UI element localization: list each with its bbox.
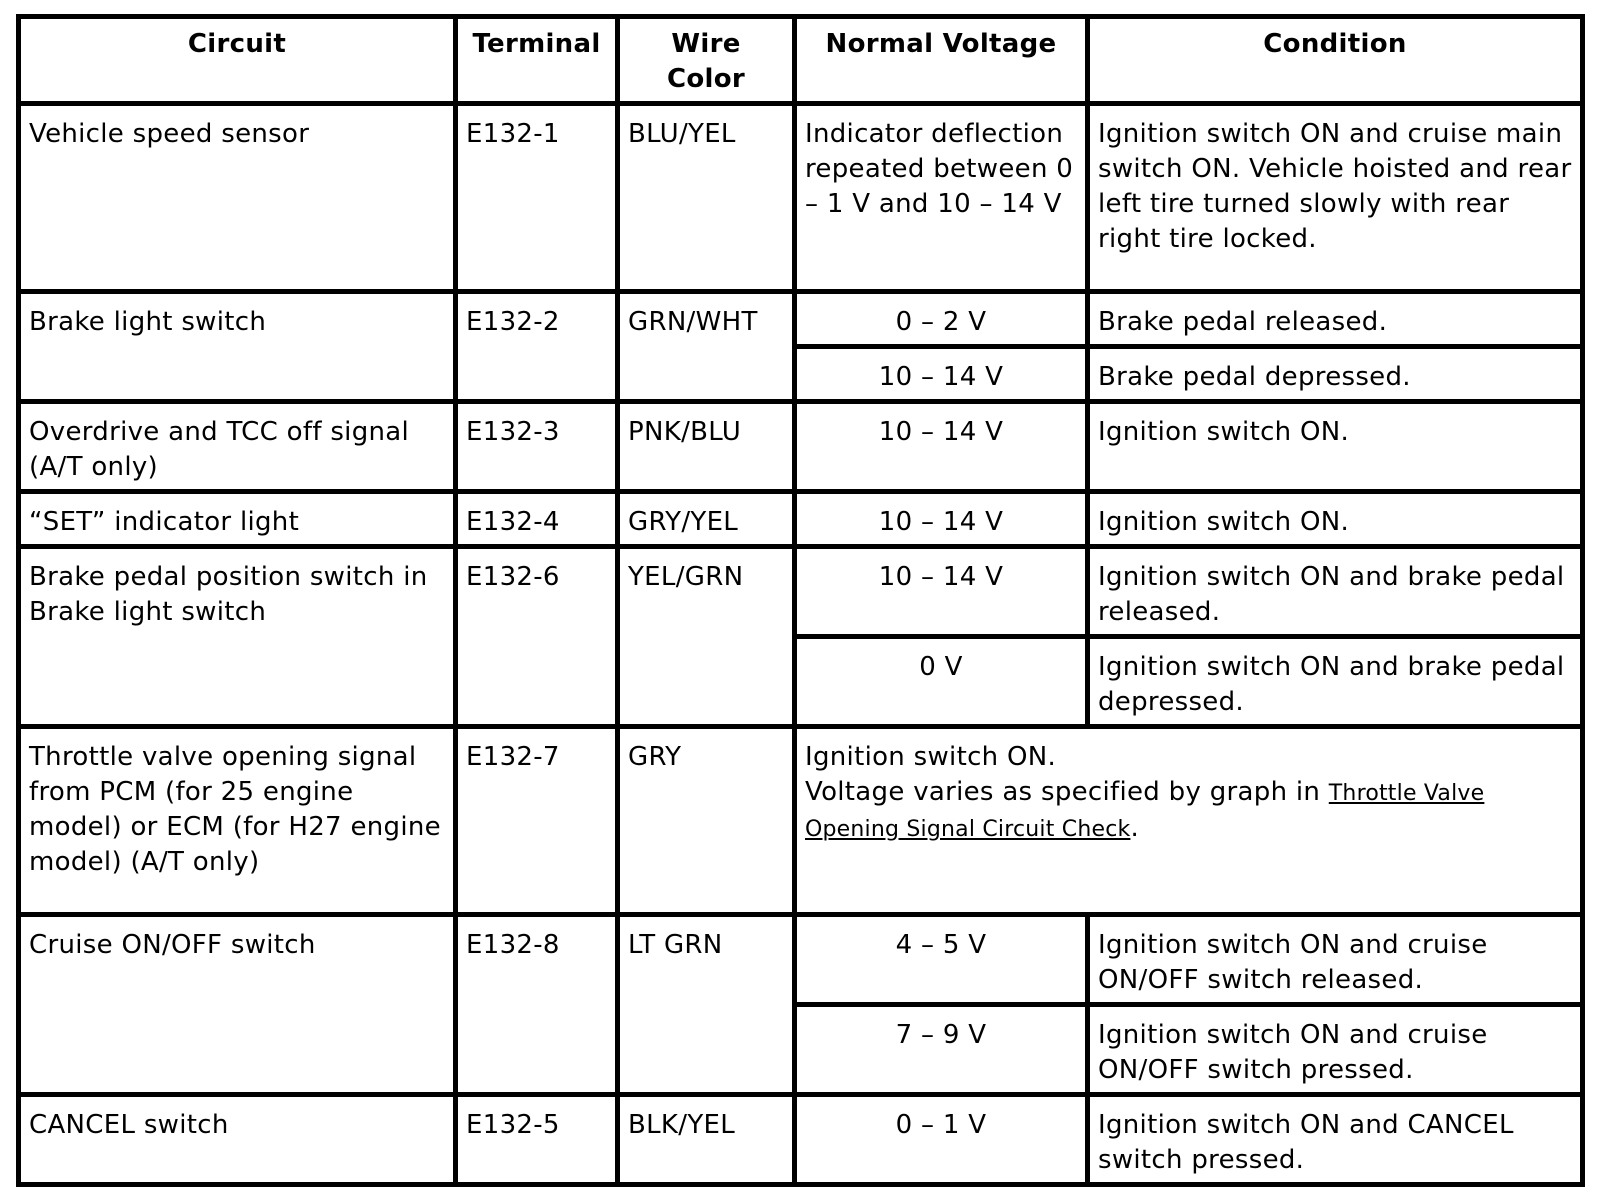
condition-cell: Ignition switch ON. (1088, 402, 1583, 492)
circuit-cell: Brake pedal position switch in Brake light switch (19, 547, 456, 727)
circuit-cell: Vehicle speed sensor (19, 104, 456, 292)
voltage-cell: 0 – 2 V (795, 292, 1088, 347)
terminal-cell: E132-2 (456, 292, 618, 402)
circuit-cell: Throttle valve opening signal from PCM (for 25 engine model) or ECM (for H27 engine model) (A/T only) (19, 727, 456, 915)
wire-color-cell: BLU/YEL (618, 104, 795, 292)
wire-color-cell: LT GRN (618, 915, 795, 1095)
circuit-cell: Brake light switch (19, 292, 456, 402)
wire-color-cell: GRY/YEL (618, 492, 795, 547)
condition-cell: Ignition switch ON and cruise main switch ON. Vehicle hoisted and rear left tire turned slowly with rear right tire locked. (1088, 104, 1583, 292)
condition-cell: Brake pedal released. (1088, 292, 1583, 347)
table-row (19, 727, 1583, 915)
table-row (19, 547, 1583, 637)
table-row (19, 492, 1583, 547)
terminal-cell: E132-6 (456, 547, 618, 727)
circuit-cell: Overdrive and TCC off signal (A/T only) (19, 402, 456, 492)
header-terminal: Terminal (456, 17, 618, 104)
header-circuit: Circuit (19, 17, 456, 104)
circuit-spec-table (16, 14, 1585, 1187)
wire-color-cell: YEL/GRN (618, 547, 795, 727)
wire-color-cell: PNK/BLU (618, 402, 795, 492)
circuit-cell: Cruise ON/OFF switch (19, 915, 456, 1095)
terminal-cell: E132-7 (456, 727, 618, 915)
header-normal-voltage: Normal Voltage (795, 17, 1088, 104)
voltage-cell: 10 – 14 V (795, 492, 1088, 547)
terminal-cell: E132-1 (456, 104, 618, 292)
voltage-cell: 0 V (795, 637, 1088, 727)
table-row (19, 104, 1583, 292)
condition-suffix: . (1130, 813, 1140, 843)
terminal-cell: E132-3 (456, 402, 618, 492)
condition-cell: Ignition switch ON and brake pedal depressed. (1088, 637, 1583, 727)
voltage-cell: 0 – 1 V (795, 1095, 1088, 1185)
condition-cell: Ignition switch ON and brake pedal released. (1088, 547, 1583, 637)
voltage-cell: 7 – 9 V (795, 1005, 1088, 1095)
table-header (19, 17, 1583, 104)
condition-cell: Brake pedal depressed. (1088, 347, 1583, 402)
wire-color-cell: GRY (618, 727, 795, 915)
voltage-cell: 10 – 14 V (795, 402, 1088, 492)
header-condition: Condition (1088, 17, 1583, 104)
merged-voltage-condition-cell (795, 727, 1583, 915)
throttle-valve-check-link[interactable]: Throttle Valve Opening Signal Circuit Check (805, 781, 1485, 842)
voltage-cell: 10 – 14 V (795, 347, 1088, 402)
header-wire-color: Wire Color (618, 17, 795, 104)
table-row (19, 915, 1583, 1005)
condition-line: Ignition switch ON. (805, 742, 1057, 772)
condition-cell: Ignition switch ON and CANCEL switch pressed. (1088, 1095, 1583, 1185)
circuit-cell: “SET” indicator light (19, 492, 456, 547)
voltage-cell: Indicator deflection repeated between 0 – 1 V and 10 – 14 V (795, 104, 1088, 292)
voltage-cell: 4 – 5 V (795, 915, 1088, 1005)
condition-cell: Ignition switch ON and cruise ON/OFF switch released. (1088, 915, 1583, 1005)
header-row (19, 17, 1583, 104)
terminal-cell: E132-8 (456, 915, 618, 1095)
condition-cell: Ignition switch ON and cruise ON/OFF switch pressed. (1088, 1005, 1583, 1095)
table-row (19, 1095, 1583, 1185)
wire-color-cell: BLK/YEL (618, 1095, 795, 1185)
condition-line (805, 775, 1572, 847)
circuit-cell: CANCEL switch (19, 1095, 456, 1185)
terminal-cell: E132-5 (456, 1095, 618, 1185)
wire-color-cell: GRN/WHT (618, 292, 795, 402)
table-body (19, 104, 1583, 1185)
condition-text: Voltage varies as specified by graph in (805, 777, 1329, 807)
terminal-cell: E132-4 (456, 492, 618, 547)
table-row (19, 402, 1583, 492)
condition-cell: Ignition switch ON. (1088, 492, 1583, 547)
table-row (19, 292, 1583, 347)
voltage-cell: 10 – 14 V (795, 547, 1088, 637)
